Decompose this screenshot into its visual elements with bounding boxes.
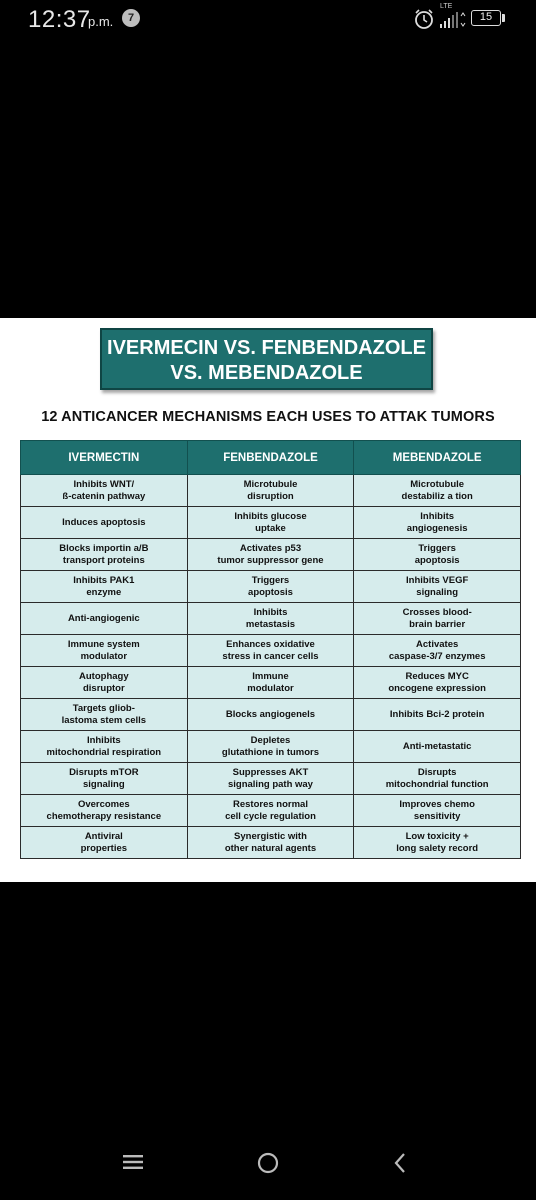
table-cell: Anti-angiogenic [21,603,188,635]
table-cell: Immune modulator [187,667,354,699]
table-row [21,475,521,507]
table-cell: Inhibits angiogenesis [354,507,521,539]
table-row [21,731,521,763]
table-row [21,827,521,859]
table-cell: Immune system modulator [21,635,188,667]
table-cell: Synergistic with other natural agents [187,827,354,859]
column-header-mebendazole: MEBENDAZOLE [354,441,521,475]
table-cell: Inhibits metastasis [187,603,354,635]
title-line-1: IVERMECIN VS. FENBENDAZOLE [107,337,426,359]
table-cell: Triggers apoptosis [354,539,521,571]
alarm-icon [413,8,435,30]
table-cell: Low toxicity + long salety record [354,827,521,859]
column-header-fenbendazole: FENBENDAZOLE [187,441,354,475]
table-row [21,667,521,699]
status-time: 12:37 [28,6,91,33]
table-cell: Improves chemo sensitivity [354,795,521,827]
table-cell: Disrupts mitochondrial function [354,763,521,795]
table-cell: Restores normal cell cycle regulation [187,795,354,827]
table-cell: Microtubule disruption [187,475,354,507]
table-cell: Disrupts mTOR signaling [21,763,188,795]
navigation-bar [0,1130,536,1200]
table-cell: Targets gliob- lastoma stem cells [21,699,188,731]
table-row [21,795,521,827]
back-icon[interactable] [392,1152,408,1174]
column-header-ivermectin: IVERMECTIN [21,441,188,475]
table-cell: Inhibits Bci-2 protein [354,699,521,731]
network-type: LTE [440,3,453,10]
table-header-row [21,441,521,475]
table-row [21,699,521,731]
table-cell: Inhibits VEGF signaling [354,571,521,603]
table-cell: Autophagy disruptor [21,667,188,699]
table-cell: Suppresses AKT signaling path way [187,763,354,795]
table-row [21,571,521,603]
table-cell: Inhibits mitochondrial respiration [21,731,188,763]
table-row [21,603,521,635]
table-cell: Induces apoptosis [21,507,188,539]
notification-badge: 7 [122,9,140,27]
table-cell: Depletes glutathione in tumors [187,731,354,763]
table-cell: Microtubule destabiliz a tion [354,475,521,507]
status-bar [0,0,536,40]
table-cell: Crosses blood- brain barrier [354,603,521,635]
battery-tip [502,14,505,22]
table-row [21,635,521,667]
table-row [21,763,521,795]
table-cell: Enhances oxidative stress in cancer cells [187,635,354,667]
status-ampm: p.m. [88,14,114,29]
table-cell: Activates caspase-3/7 enzymes [354,635,521,667]
table-cell: Blocks importin a/B transport proteins [21,539,188,571]
table-cell: Inhibits glucose uptake [187,507,354,539]
table-cell: Triggers apoptosis [187,571,354,603]
infographic-image [0,318,536,882]
recent-apps-icon[interactable] [122,1154,144,1170]
title-box [100,328,433,390]
table-cell: Inhibits WNT/ ß-catenin pathway [21,475,188,507]
table-cell: Anti-metastatic [354,731,521,763]
table-cell: Reduces MYC oncogene expression [354,667,521,699]
table-cell: Blocks angiogenels [187,699,354,731]
title-line-2: VS. MEBENDAZOLE [170,362,363,384]
table-cell: Inhibits PAK1 enzyme [21,571,188,603]
table-cell: Overcomes chemotherapy resistance [21,795,188,827]
signal-icon [438,12,466,28]
battery-icon: 15 [471,10,501,26]
table-row [21,539,521,571]
subtitle: 12 ANTICANCER MECHANISMS EACH USES TO ATTAK TUMORS [41,409,495,425]
table-cell: Antiviral properties [21,827,188,859]
table-cell: Activates p53 tumor suppressor gene [187,539,354,571]
home-icon[interactable] [257,1152,279,1174]
table-row [21,507,521,539]
comparison-table [20,440,521,859]
